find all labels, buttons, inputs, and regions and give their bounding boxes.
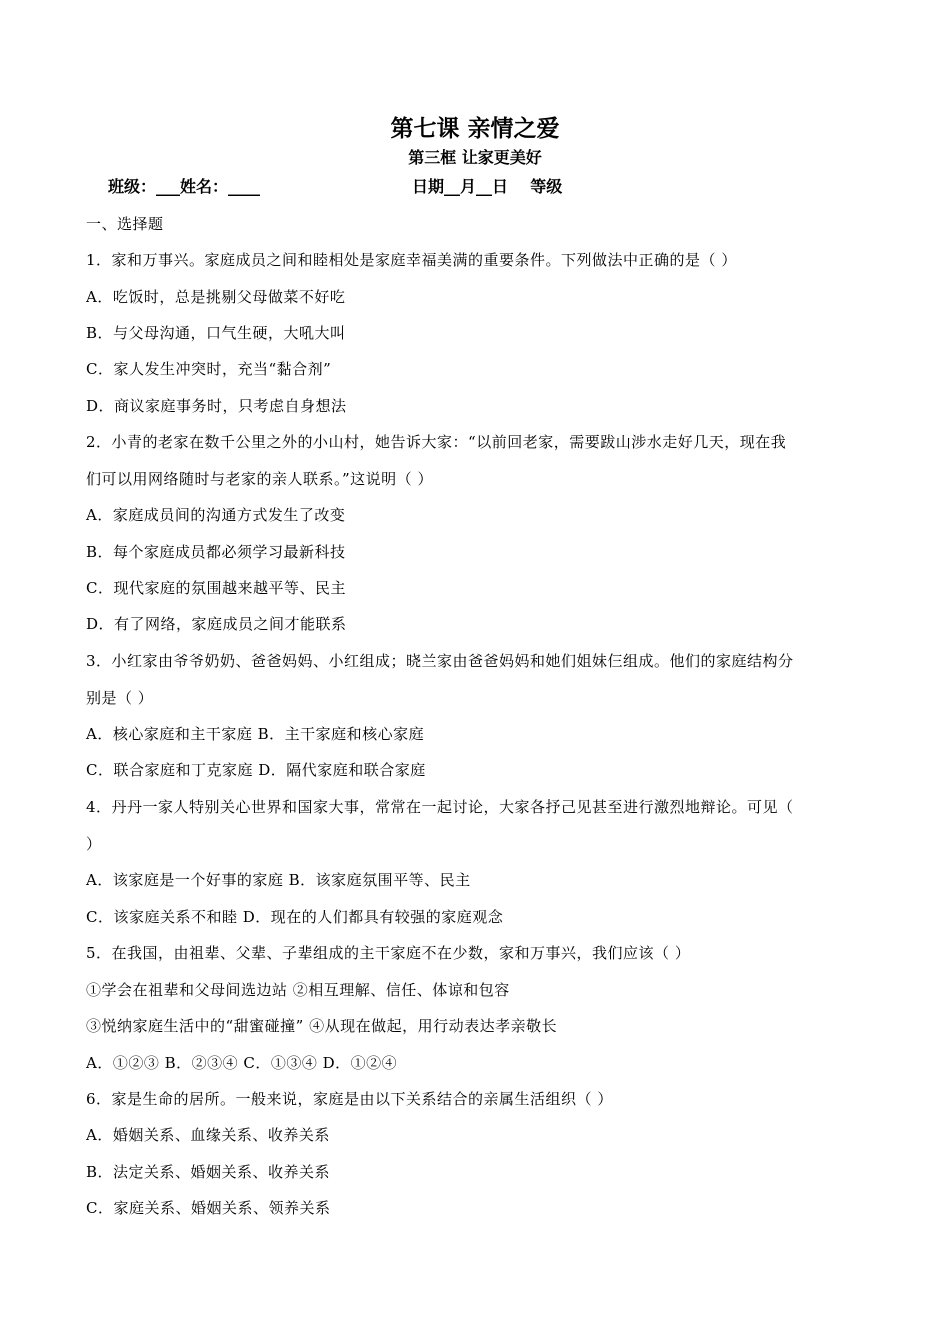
statement-line: ①学会在祖辈和父母间选边站 ②相互理解、信任、体谅和包容 [86, 981, 510, 999]
option-line: C．家庭关系、婚姻关系、领养关系 [86, 1199, 331, 1217]
option-line: D．商议家庭事务时，只考虑自身想法 [86, 397, 347, 415]
option-line: A．婚姻关系、血缘关系、收养关系 [86, 1126, 330, 1144]
option-line: A．该家庭是一个好事的家庭 B．该家庭氛围平等、民主 [86, 871, 471, 889]
option-line: C．家人发生冲突时，充当“黏合剂” [86, 360, 332, 378]
option-line: B．每个家庭成员都必须学习最新科技 [86, 543, 346, 561]
class-name-field: 班级：___姓名：____ [108, 177, 261, 196]
lesson-subtitle: 第三框 让家更美好 [408, 148, 542, 167]
option-line: A．①②③ B．②③④ C．①③④ D．①②④ [86, 1054, 398, 1072]
option-line: A．吃饭时，总是挑剔父母做菜不好吃 [86, 288, 346, 306]
question-2-cont: 们可以用网络随时与老家的亲人联系。”这说明（ ） [86, 470, 433, 488]
question-2: 2．小青的老家在数千公里之外的小山村，她告诉大家：“以前回老家，需要跋山涉水走好几天，现在我 [86, 433, 787, 451]
statement-line: ③悦纳家庭生活中的“甜蜜碰撞” ④从现在做起，用行动表达孝亲敬长 [86, 1017, 558, 1035]
question-6: 6．家是生命的居所。一般来说，家庭是由以下关系结合的亲属生活组织（ ） [86, 1090, 613, 1108]
option-line: B．法定关系、婚姻关系、收养关系 [86, 1163, 331, 1181]
lesson-title: 第七课 亲情之爱 [390, 115, 560, 142]
option-line: C．联合家庭和丁克家庭 D．隔代家庭和联合家庭 [86, 761, 426, 779]
option-line: C．该家庭关系不和睦 D．现在的人们都具有较强的家庭观念 [86, 908, 504, 926]
question-4: 4．丹丹一家人特别关心世界和国家大事，常常在一起讨论，大家各抒己见甚至进行激烈地辩论。可见（ [86, 798, 794, 816]
question-4-cont: ） [86, 835, 102, 853]
question-3: 3．小红家由爷爷奶奶、爸爸妈妈、小红组成；晓兰家由爸爸妈妈和她们姐妹仨组成。他们的家庭结构分 [86, 652, 794, 670]
section-heading: 一、选择题 [86, 215, 164, 233]
date-grade-field: 日期__月__日 等级 [412, 177, 563, 196]
option-line: B．与父母沟通，口气生硬，大吼大叫 [86, 324, 346, 342]
question-5: 5．在我国，由祖辈、父辈、子辈组成的主干家庭不在少数，家和万事兴，我们应该（ ） [86, 944, 691, 962]
question-1: 1．家和万事兴。家庭成员之间和睦相处是家庭幸福美满的重要条件。下列做法中正确的是（ ） [86, 251, 737, 269]
option-line: A．核心家庭和主干家庭 B．主干家庭和核心家庭 [86, 725, 425, 743]
option-line: A．家庭成员间的沟通方式发生了改变 [86, 506, 346, 524]
option-line: C．现代家庭的氛围越来越平等、民主 [86, 579, 346, 597]
option-line: D．有了网络，家庭成员之间才能联系 [86, 615, 347, 633]
question-3-cont: 别是（ ） [86, 689, 154, 707]
